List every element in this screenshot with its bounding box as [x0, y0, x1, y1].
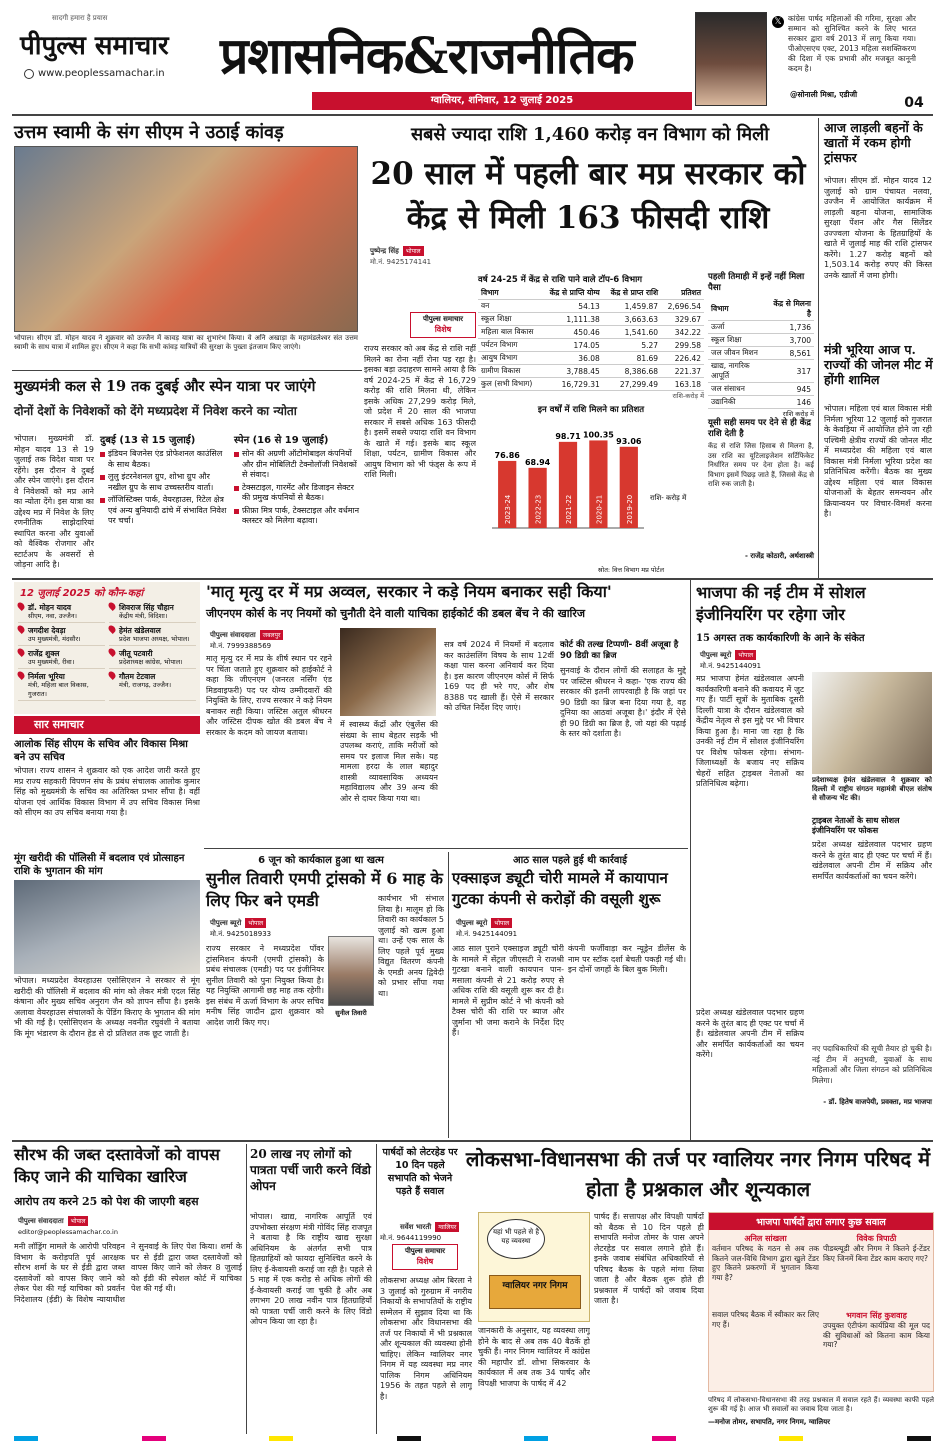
location-pin-icon	[16, 647, 26, 657]
where-person	[18, 625, 105, 646]
newspaper-name[interactable]: पीपुल्स समाचार	[20, 31, 169, 61]
top6-cell: 342.22	[661, 326, 704, 339]
where-person	[109, 625, 196, 646]
top6-header: केंद्र से प्राप्त राशि	[603, 287, 661, 300]
q4-text: उपयुक्त एंटीफंग कार्यप्रिया की मूल पद की सुविधाओं को कितना काम किया गया?	[823, 1321, 930, 1349]
side-cell: 8,561	[768, 347, 815, 360]
matru-box-title: कोर्ट की तल्ख टिप्पणी- 8वीं अजूबा है 90 डिग्री का ब्रिज	[560, 640, 679, 661]
q1-text: वर्तमान परिषद के गठन से अब तक कितने जल-विधि विभाग द्वारा खुले टेंडर हुए कितने प्रकरणों में भुगतान किया गया है?	[712, 1244, 819, 1282]
bjp-quote-text: नए पदाधिकारियों की सूची तैयार हो चुकी है। नई टीम में अनुभवी, युवाओं के साथ महिलाओं और जिला संगठन को प्रतिनिधित्व मिलेगा।	[812, 1044, 932, 1085]
side-cell: 945	[768, 383, 815, 396]
top6-row	[478, 313, 704, 326]
chart-category-label: 2021-22	[565, 494, 573, 524]
where-person	[109, 671, 196, 701]
masthead-rule	[12, 114, 933, 116]
byline-city: भोपाल	[403, 246, 424, 256]
dubai-title: दुबई (13 से 15 जुलाई)	[100, 435, 196, 446]
person-place: प्रदेश भाजपा अध्यक्ष, भोपाल।	[119, 635, 190, 643]
top6-header: केंद्र से प्राप्ति योग्य	[542, 287, 603, 300]
bjp-text: मप्र भाजपा हेमंत खंडेलवाल अपनी कार्यकारिणी बनाने की कवायद में जुट गए हैं। पार्टी सूत्रों के मुताबिक दूसरी दिल्ली यात्रा के दौरान खंडेलवाल को केंद्रीय नेतृत्व से इस मुद्दे पर भी विचार किया हुआ है। माना जा रहा है कि उनकी नई टीम में सोशल इंजीनियरिंग पर विशेष फोकस रहेगा। संभाग-जिलाध्यक्षों के बजाय नए सक्रिय चेहरों सहित ट्राइबल नेताओं का प्रतिनिधित्व बढ़ेगा।	[696, 674, 804, 788]
quote-author: @सोनाली मिश्रा, एडीजी	[790, 90, 858, 99]
spain-title: स्पेन (16 से 19 जुलाई)	[234, 435, 329, 446]
location-pin-icon	[16, 670, 26, 680]
lead-mobile: मो.नं. 9425174141	[370, 258, 432, 266]
matru-subhead: जीएनएम कोर्स के नए नियमों को चुनौती देने वाली याचिका हाईकोर्ट की डबल बेंच ने की खारिज	[206, 607, 586, 620]
bhuria-text: भोपाल। महिला एवं बाल विकास मंत्री निर्मला भूरिया 12 जुलाई को गुजरात के केवड़िया में आयोजित होने जा रही पश्चिमी क्षेत्रीय राज्यों की जोनल मीट में मध्यप्रदेश की महिला एवं बाल विकास मंत्री निर्मला भूरिया प्रदेश का प्रतिनिधित्व करेंगी। बैठक का मुख्य उद्देश्य महिला एवं बाल विकास योजनाओं के बेहतर समन्वयन और क्रियान्वयन पर विचार-विमर्श करना है।	[824, 404, 932, 518]
chart-category-label: 2022-23	[534, 494, 543, 524]
bjp-byline-name: पीपुल्स ब्यूरो	[700, 650, 732, 659]
bhuria-headline: मंत्री भूरिया आज प. राज्यों की जोनल मीट में होंगी शामिल	[824, 342, 933, 387]
lead-kicker: सबसे ज्यादा राशि 1,460 करोड़ वन विभाग को मिली	[410, 124, 770, 145]
bjp-text-more: प्रदेश अध्यक्ष खंडेलवाल पदभार ग्रहण करने के तुरंत बाद ही एक्ट पर चर्चा में हैं। खंडेलवाल अपनी टीम में सक्रिय और समर्पित कार्यकर्ताओं का चयन करेंगे।	[696, 1008, 804, 1059]
top6-cell: ग्रामीण विकास	[478, 365, 542, 378]
lokpal-text: लोकसभा अध्यक्ष ओम बिरला ने 3 जुलाई को गुरुग्राम में नगरीय निकायों के सभापतियों के राष्ट्रीय सम्मेलन में सुझाव दिया था कि लोकसभा और विधानसभा की तर्ज पर निकायों में भी प्रश्नकाल और शून्यकाल की व्यवस्था होनी चाहिए। लेकिन ग्वालियर नगर निगम में यह व्यवस्था मप्र नगर पालिक निगम अधिनियम 1956 के तहत पहले से लागू है।	[380, 1276, 472, 1401]
lokpal-mobile: मो.नं. 9644119990	[380, 1234, 442, 1242]
bjp-byline	[700, 650, 756, 660]
where-person	[109, 602, 196, 623]
lokpal-brand-box	[392, 1244, 458, 1270]
tiwari-kicker: 6 जून को कार्यकाल हुआ था खत्म	[258, 855, 384, 866]
site-url-text: www.peoplessamachar.in	[38, 68, 165, 79]
tiwari-headline: सुनील तिवारी एमपी ट्रांसको में 6 माह के लिए फिर बने एमडी	[206, 869, 443, 910]
side-cell: जल जीवन मिशन	[708, 347, 768, 360]
top6-cell: 2,696.54	[661, 300, 704, 313]
matru-t3: सत्र वर्ष 2024 में नियमों में बदलाव कर काउंसलिंग विषय के साथ 12वीं कक्षा पास करना अनिवार्य कर दिया है। इस कारण जीएनएम कोर्स में सिर्फ 169 पद ही भरे गए, और शेष 8388 पद खाली हैं। ऐसे में सरकार को उचित निर्देश दिए जाएं।	[444, 640, 554, 712]
top6-cell: महिला बाल विकास	[478, 326, 542, 339]
q2-text: पीडब्ल्यूडी और निगम ने कितने ई-टेंडर किए जिनमें बिना टेंडर काम कराए गए?	[823, 1244, 930, 1263]
top6-row	[478, 352, 704, 365]
top6-cell: 3,663.63	[603, 313, 661, 326]
top6-cell: 27,299.49	[603, 378, 661, 391]
tiwari-byline-city: भोपाल	[245, 918, 266, 928]
chart-value-label: 98.71	[555, 431, 581, 441]
where-person	[18, 602, 105, 623]
tiwari-text: राज्य सरकार ने मध्यप्रदेश पॉवर ट्रांसमिशन कंपनी (एमपी ट्रांसको) के प्रबंध संचालक (एमडी) पद पर इंजीनियर सुनील तिवारी को पुनः नियुक्त किया है। यह नियुक्ति आगामी छह माह तक रहेगी। इस संबंध में ऊर्जा विभाग के अपर सचिव मनीष सिंह जादौन द्वारा शुक्रवार को आदेश जारी किए गए।	[206, 944, 324, 1027]
side-cell: 1,736	[768, 321, 815, 334]
dateline-bar	[312, 92, 692, 110]
dastavez-headline: सौरभ की जब्त दस्तावेजों को वापस किए जाने की याचिका खारिज	[14, 1145, 220, 1186]
side-cell: 3,700	[768, 334, 815, 347]
uc-text: केंद्र से राशि जिस हिसाब से मिलना है, उस राशि का यूटिलाइजेशन सर्टिफिकेट निर्धारित समय पर देना होता है। कई विभाग इसमें पिछड़ जाते हैं, जिससे केंद्र से राशि रुक जाती है।	[708, 442, 814, 488]
kavad-photo	[14, 146, 358, 332]
top6-cell: 174.05	[542, 339, 603, 352]
person-name: राजेंद्र शुक्ल	[28, 649, 60, 658]
gavel-photo	[340, 628, 436, 716]
list-item: टेक्सटाइल, गारमेंट और डिजाइन सेक्टर की प्रमुख कंपनियों से बैठक।	[234, 483, 362, 504]
tiwari-text2: कार्यभार भी संभाल लिया है। मालूम हो कि तिवारी का कार्यकाल 5 जुलाई को खत्म हुआ था। उन्हें एक साल के लिए पहले पूर्व मुख्य विद्युत वितरण कंपनी के एमडी अनय द्विवेदी को प्रभार सौंपा गया था।	[378, 894, 444, 998]
q2-name: विवेक त्रिपाठी	[856, 1234, 897, 1243]
side-row	[708, 383, 814, 396]
dubai-subhead: दोनों देशों के निवेशकों को देंगे मध्यप्रदेश में निवेश करने का न्योता	[14, 404, 297, 418]
matru-headline: 'मातृ मृत्यु दर में मप्र अव्वल, सरकार ने कड़े नियम बनाकर सही किया'	[206, 582, 612, 601]
matru-byline-city: जबलपुर	[260, 630, 284, 640]
top6-cell: 8,386.68	[603, 365, 661, 378]
row1-rule	[12, 370, 362, 371]
ladli-text: भोपाल। सीएम डॉ. मोहन यादव 12 जुलाई को ग्राम पंचायत नलवा, उज्जैन में आयोजित कार्यक्रम में लाड़ली बहना योजना, सामाजिक सुरक्षा पेंशन और गैस सिलेंडर उज्ज्वला योजना के हितग्राहियों के खाते में जुलाई माह की राशि ट्रांसफर करेंगे। 1.27 करोड़ बहनों को 1,503.14 करोड़ रुपए की किस्त उनके खातों में जमा होगी।	[824, 176, 932, 280]
bjp-photo	[812, 672, 932, 774]
top6-cell: आयुष विभाग	[478, 352, 542, 365]
side-table	[708, 298, 814, 409]
saar-photo	[14, 880, 200, 974]
side-title: पहली तिमाही में इन्हें नहीं मिला पैसा	[708, 272, 805, 293]
lead-brand: पीपुल्स समाचार	[422, 315, 464, 323]
top6-header: विभाग	[478, 287, 542, 300]
person-place: उप मुख्यमंत्री, मंदसौर।	[28, 635, 81, 643]
dubai-list	[100, 449, 230, 527]
tiwari-byline	[210, 918, 266, 928]
dateline: ग्वालियर, शनिवार, 12 जुलाई 2025	[430, 95, 574, 106]
bjp-rule	[690, 580, 691, 1140]
top6-cell: कुल (सभी विभाग)	[478, 378, 542, 391]
top6-cell: 54.13	[542, 300, 603, 313]
top6-cell: वन	[478, 300, 542, 313]
chart-source: स्रोत: वित्त विभाग मप्र पोर्टल	[598, 566, 664, 574]
list-item: इंडियन बिजनेस एंड प्रोफेशनल काउंसिल के साथ बैठक।	[100, 449, 230, 470]
side-cell: 146	[768, 396, 815, 409]
ladli-headline: आज लाड़ली बहनों के खातों में रकम होगी ट्रांसफर	[824, 120, 923, 165]
top6-cell: 5.27	[603, 339, 661, 352]
top6-table	[478, 287, 704, 391]
location-pin-icon	[16, 624, 26, 634]
lokpal-cartoon	[478, 1212, 590, 1322]
person-place: मंत्री, महिला बाल विकास, गुजरात।	[28, 681, 89, 698]
matru-box-text: सुनवाई के दौरान लोगों की सलाहत के मुद्दे पर जस्टिस श्रीधरन ने कहा- 'एक राज्य की सरकार की इतनी लापरवाही है कि जहां पर 90 डिग्री का ब्रिज बना दिया गया है, वह दुनिया का आठवां अजूबा है।' इंदौर में ऐसे ही 90 डिग्री का ब्रिज है, जो यहां की पढ़ाई के स्तर को दर्शाता है।	[560, 666, 686, 738]
top6-cell: 221.37	[661, 365, 704, 378]
top6-cell: 163.18	[661, 378, 704, 391]
side-cell: 317	[768, 360, 815, 383]
lokpal-brand: पीपुल्स समाचार	[404, 1247, 446, 1255]
side-table-box	[708, 272, 814, 418]
side-cell: खाद्य, नागरिक आपूर्ति	[708, 360, 768, 383]
dastavez-subhead: आरोप तय करने 25 को पेश की जाएगी बहस	[14, 1195, 199, 1208]
top6-row	[478, 339, 704, 352]
excise-text: आठ साल पुराने एक्साइज ड्यूटी चोरी के मामले में सेंट्रल जीएसटी ने राजश्री गुटखा बनाने वाली कायपान पान-मसाला कंपनी से 21 करोड़ रुपए से अधिक राशि की वसूली शुरू कर दी है। मामले में सुप्रीम कोर्ट ने भी कंपनी को टैक्स चोरी की राशि पर ब्याज और जुर्माना भी जमा कराने के निर्देश दिए हैं।	[452, 944, 564, 1037]
dubai-headline: मुख्यमंत्री कल से 19 तक दुबई और स्पेन यात्रा पर जाएंगे	[14, 378, 316, 395]
person-name: शिवराज सिंह चौहान	[119, 603, 174, 612]
lokpal-footer-by: —मनोज तोमर, सभापति, नगर निगम, ग्वालियर	[708, 1418, 831, 1426]
tiwari-photo	[328, 936, 374, 1006]
location-pin-icon	[107, 670, 117, 680]
person-name: निर्मला भूरिया	[28, 672, 65, 681]
matru-byline-name: पीपुल्स संवाददाता	[210, 630, 256, 639]
top6-row	[478, 365, 704, 378]
excise-mobile: मो.नं. 9425144091	[456, 930, 518, 938]
matru-t2: में स्वास्थ्य केंद्रों और एंबुलेंस की संख्या के साथ बेहतर सड़कें भी उपलब्ध कराएं, ताकि मरीजों को समय पर इलाज मिल सके। यह मामला हरदा के लाल बहादुर शास्त्री व्यावसायिक अध्ययन महाविद्यालय और 39 अन्य की ओर से दायर किया गया था।	[340, 720, 438, 803]
side-row	[708, 321, 814, 334]
uc-box	[708, 418, 814, 561]
top6-cell: पर्यटन विभाग	[478, 339, 542, 352]
spain-box	[234, 432, 362, 529]
dastavez-text: मनी लॉड्रिंग मामले के आरोपी परिवहन विभाग के करोड़पति पूर्व आरक्षक सौरभ शर्मा के घर से ईडी द्वारा जब्त दस्तावेजों को वापस किए जाने को लेकर पेश की गई याचिका को प्रवर्तन निदेशालय (ईडी) के विशेष न्यायाधीश ने सुनवाई के लिए पेश किया। शर्मा के घर से ईडी द्वारा जब्त दस्तावेजों को वापस किए जाने को लेकर 8 जुलाई को ईडी की स्पेशल कोर्ट में याचिका पेश की गई थी।	[14, 1242, 242, 1304]
excise-headline: एक्साइज ड्यूटी चोरी मामले में कायापान गुटका कंपनी से करोड़ों की वसूली शुरू	[452, 869, 668, 908]
top6-header: प्रतिशत	[661, 287, 704, 300]
chart-category-label: 2020-21	[595, 494, 604, 524]
chart-title: इन वर्षों में राशि मिलने का प्रतिशत	[537, 405, 645, 415]
lokpal-special: विशेष	[416, 1257, 434, 1266]
bjp-sub1: ट्राइबल नेताओं के साथ सोशल इंजीनियरिंग पर फोकस	[812, 816, 900, 835]
top6-cell: 81.69	[603, 352, 661, 365]
person-place: प्रदेशाध्यक्ष कांग्रेस, भोपाल।	[119, 658, 183, 666]
saar-h2: मूंग खरीदी की पॉलिसी में बदलाव एवं प्रोत्साहन राशि के भुगतान की मांग	[14, 853, 185, 877]
person-name: जगदीश देवड़ा	[28, 626, 66, 635]
dastavez-email: editor@peoplessamachar.co.in	[18, 1228, 118, 1236]
person-name: गौतम टेटवाल	[119, 672, 156, 681]
dastavez-byline-name: पीपुल्स संवाददाता	[18, 1216, 64, 1225]
excise-text2-col: कंपनी फर्जीवाड़ा कर न्यूड्रेन डीलेंस के नाम पर स्टॉक दर्शा बेचती पकड़ी गई थी। इन दोनों जगहों के बिल बुक मिली।	[568, 944, 686, 974]
nigam-sign	[489, 1275, 581, 1309]
top6-cell: 1,459.87	[603, 300, 661, 313]
top6-cell: 226.42	[661, 352, 704, 365]
location-pin-icon	[107, 601, 117, 611]
person-place: मंत्री, राजगढ़, उज्जैन।	[119, 681, 172, 689]
dastavez-byline	[18, 1216, 88, 1226]
lokpal-byline-city: ग्वालियर	[435, 1222, 459, 1232]
spain-list	[234, 449, 362, 527]
bjp-subhead: 15 अगस्त तक कार्यकारिणी के आने के संकेत	[696, 633, 865, 644]
x-icon: 𝕏	[772, 16, 784, 28]
where-box	[14, 582, 200, 714]
q4-name: भगवान सिंह कुशवाह	[846, 1311, 907, 1320]
lokpal-kicker: पार्षदों को लेटरहेड पर 10 दिन पहले सभापति को भेजने पड़ते हैं सवाल	[382, 1147, 458, 1197]
page-number: 04	[904, 95, 924, 111]
where-person	[18, 671, 105, 701]
top6-cell: 329.67	[661, 313, 704, 326]
chart-category-label: 2023-24	[504, 494, 513, 524]
side-row	[708, 347, 814, 360]
top6-cell: 1,541.60	[603, 326, 661, 339]
chart-value-label: 100.35	[582, 430, 614, 440]
where-person	[18, 648, 105, 669]
top6-cell: 299.58	[661, 339, 704, 352]
side-cell: उद्यानिकी	[708, 396, 768, 409]
side-unit: राशि करोड़ में	[782, 410, 814, 418]
row3-rule	[204, 848, 688, 849]
chart-value-label: 76.86	[494, 450, 520, 460]
top6-cell: स्कूल शिक्षा	[478, 313, 542, 326]
sign-text: ग्वालियर नगर निगम	[502, 1281, 568, 1291]
bjp-quote	[812, 1044, 932, 1107]
saar-t1: भोपाल। राज्य शासन ने शुक्रवार को एक आदेश जारी करते हुए मप्र राज्य सहकारी विपणन संघ के प्रबंध संचालक आलोक कुमार सिंह को मुख्यमंत्री के सचिव का अतिरिक्त प्रभार सौंपा है। वहीं योजना एवं आर्थिक विकास विभाग में उप सचिव विकास मिश्रा को सीएम का उप सचिव बनाया गया है।	[14, 766, 200, 817]
list-item: लॉजिस्टिक्स पार्क, वेयरहाउस, रिटेल क्षेत्र एवं अन्य बुनियादी ढांचे में संभावित निवेश पर चर्चा।	[100, 495, 230, 527]
lokpal-byline-name: सर्वेश भारती	[400, 1222, 432, 1231]
side-row	[708, 396, 814, 409]
top6-row	[478, 378, 704, 391]
where-person	[109, 648, 196, 669]
chart-value-label: 93.06	[616, 436, 642, 446]
excise-byline-name: पीपुल्स ब्यूरो	[456, 918, 488, 927]
bjp-quote-by: - डॉ. हितेष वाजपेयी, प्रवक्ता, मप्र भाजपा	[823, 1098, 932, 1106]
uc-title: यूसी सही समय पर देने से ही केंद्र राशि देती है	[708, 418, 811, 439]
excise-rule	[448, 852, 449, 1138]
kavad-headline: उत्तम स्वामी के संग सीएम ने उठाई कांवड़	[14, 122, 284, 143]
person-name: जीतू पटवारी	[119, 649, 153, 658]
section-title: प्रशासनिक&राजनीतिक	[220, 26, 634, 85]
bjp-photo-caption: प्रदेशाध्यक्ष हेमंत खंडेलवाल ने शुक्रवार को दिल्ली में राष्ट्रीय संगठन महामंत्री बीएल संतोष से सौजन्य भेंट की।	[812, 776, 932, 802]
where-title: 12 जुलाई 2025 को कौन-कहां	[20, 588, 144, 599]
location-pin-icon	[107, 647, 117, 657]
saar-h1: आलोक सिंह सीएम के सचिव और विकास मिश्रा बने उप सचिव	[14, 739, 188, 763]
person-name: डॉ. मोहन यादव	[28, 603, 72, 612]
lokpal-qbox-title: भाजपा पार्षदों द्वारा लगाए कुछ सवाल	[709, 1213, 933, 1230]
lokpal-qbox	[708, 1212, 934, 1392]
print-color-marks	[14, 1436, 931, 1441]
matru-mobile: मो.नं. 7999388569	[210, 642, 272, 650]
excise-byline-city: भोपाल	[491, 918, 512, 928]
q1-name: अनिल सांखला	[744, 1234, 787, 1243]
person-place: सीएम, नवा, उज्जैन।	[28, 612, 77, 620]
lead-brand-box	[410, 312, 476, 338]
bjp-byline-city: भोपाल	[735, 650, 756, 660]
top6-table-box	[478, 274, 704, 400]
uc-by: - राजेंद्र कोठारी, अर्थशास्त्री	[744, 552, 814, 560]
lokpal-byline	[400, 1222, 459, 1232]
list-item: लुलु इंटरनेशनल ग्रुप, शोभा ग्रुप और नखील ग्रुप के साथ उच्चस्तरीय वार्ता।	[100, 472, 230, 493]
where-grid	[14, 602, 200, 701]
dastavez-byline-city: भोपाल	[68, 1216, 89, 1226]
lokpal-text2: जानकारी के अनुसार, यह व्यवस्था लागू होने के बाद से अब तक 40 बैठकें हो चुकी हैं। नगर निगम ग्वालियर में कांग्रेस की महापौर डॉ. शोभा सिकरवार के कार्यकाल में अब तक 34 पार्षद और विपक्षी भाजपा के पार्षद में 42	[478, 1326, 590, 1388]
lokpal-text3: पार्षद हैं। सत्तापक्ष और विपक्षी पार्षदों को बैठक से 10 दिन पहले ही सभापति मनोज तोमर के पास अपने लेटरहेड पर सवाल लगाने होते हैं। इनके जवाब संबंधित अधिकारियों से परिषद बैठक के पहले मांगा लिया जाता है और बैठक शुरू होते ही प्रश्नकाल में पार्षदों को जवाब दिया जाता है।	[594, 1212, 704, 1305]
person-name: हेमंत खंडेलवाल	[119, 626, 161, 635]
side-row	[708, 334, 814, 347]
vindo-rule	[246, 1144, 247, 1434]
chart-value-label: 68.94	[524, 457, 551, 467]
bjp-mobile: मो.नं. 9425144091	[700, 662, 762, 670]
top6-cell: 16,729.31	[542, 378, 603, 391]
masthead-quote: कांग्रेस पार्षद महिलाओं की गरिमा, सुरक्षा और सम्मान को सुनिश्चित करने के लिए भारत सरकार द्वारा वर्ष 2013 में लागू किया गया। पीओएसएच एक्ट, 2013 महिला सशक्तिकरण की दिशा में एक प्रभावी और मजबूत कानूनी कदम है।	[788, 14, 916, 73]
saar-t2: भोपाल। मध्यप्रदेश वेयरहाउस एसोसिएशन ने सरकार से मूंग खरीदी की पॉलिसी में बदलाव की मांग को लेकर मंत्री एदल सिंह कंषाना और मुख्य सचिव अनुराग जैन को ज्ञापन सौंपा है। इसके अलावा वेयरहाउस संचालकों के पेंडिंग किराए के भुगतान की मांग भी की गई है। एसोसिएशन के अध्यक्ष नवनीत रघुवंशी ने बताया कि मूंग भंडारण के दौरान हेड से दो प्रतिशत तक छूट जाती है।	[14, 976, 200, 1038]
tiwari-photo-label: सुनील तिवारी	[335, 1009, 367, 1017]
lead-byline	[370, 246, 424, 256]
globe-icon	[24, 69, 34, 79]
top6-cell: 450.46	[542, 326, 603, 339]
speech-bubble	[487, 1219, 545, 1259]
bubble-text: यहां भी पहले से है यह व्यवस्था	[492, 1228, 540, 1245]
matru-t1: मातृ मृत्यु दर में मप्र के शीर्ष स्थान पर रहने पर चिंता जताते हुए शुक्रवार को हाईकोर्ट ने कहा कि जीएनएम (जनरल नर्सिंग एंड मिडवाइफरी) पद पर योग्य उम्मीदवारों की नियुक्ति के लिए, राज्य सरकार ने कड़े नियम बनाकर सही किया। जस्टिस अतुल श्रीधरन और जस्टिस दीपक खोत की डबल बेंच ने सरकार के कदम को जायज बताया।	[206, 654, 332, 737]
side-header: विभाग	[708, 298, 768, 321]
tiwari-byline-name: पीपुल्स ब्यूरो	[210, 918, 242, 927]
side-cell: जल संसाधन	[708, 383, 768, 396]
dubai-box	[100, 432, 230, 529]
lokpal-footer-text: परिषद में लोकसभा-विधानसभा की तरह प्रश्नकाल में सवाल रहते हैं। व्यवस्था काफी पहले शुरू की गई है। आज भी सवालों का जवाब दिया जाता है।	[708, 1396, 934, 1413]
masthead	[12, 8, 932, 113]
saar-title: सार समाचार	[34, 718, 84, 731]
top6-title: वर्ष 24-25 में केंद्र से राशि पाने वाले टॉप-6 विभाग	[478, 275, 643, 285]
q3-text: सवाल परिषद बैठक में स्वीकार कर लिए गए हैं।	[712, 1310, 819, 1329]
row4-rule	[12, 1140, 933, 1142]
tagline: सादगी हमारा है प्रयास	[52, 14, 108, 22]
lokpal-headline: लोकसभा-विधानसभा की तर्ज पर ग्वालियर नगर निगम परिषद में होता है प्रश्नकाल और शून्यकाल	[465, 1147, 931, 1201]
person-place: उप मुख्यमंत्री, रीवा।	[28, 658, 75, 666]
person-place: केंद्रीय मंत्री, विदिशा।	[119, 612, 168, 620]
matru-box	[560, 640, 686, 846]
chart-category-label: 2019-20	[625, 494, 634, 524]
list-item: फ़ीफ़ा मित्र पार्क, टेक्सटाइल और वर्धमान क्लस्टर को मिलेगा बढ़ावा।	[234, 506, 362, 527]
top6-row	[478, 300, 704, 313]
vindo-headline: 20 लाख नए लोगों को पात्रता पर्ची जारी करने विंडो ओपन	[250, 1147, 371, 1193]
location-pin-icon	[107, 624, 117, 634]
matru-byline	[210, 630, 283, 640]
side-cell: स्कूल शिक्षा	[708, 334, 768, 347]
lead-special: विशेष	[434, 325, 452, 334]
bjp-headline: भाजपा की नई टीम में सोशल इंजीनियरिंग पर रहेगा जोर	[696, 583, 866, 624]
side-header: केंद्र से मिलना है	[768, 298, 815, 321]
byline-name: पुष्पेन्द्र सिंह	[370, 246, 399, 255]
chart-ylabel: राशि- करोड़ में	[650, 494, 687, 502]
quote-photo	[695, 12, 767, 106]
saar-title-bar	[14, 716, 200, 734]
dubai-text: भोपाल। मुख्यमंत्री डॉ. मोहन यादव 13 से 19 जुलाई तक विदेश यात्रा पर रहेंगे। इस दौरान वे दुबई और स्पेन जाएंगे। इस दौरान वे निवेशकों को मप्र आने का न्योता देंगे। इस यात्रा का उद्देश्य मप्र में निवेश के लिए रणनीतिक साझेदारियां स्थापित करना और युवाओं को वैश्विक रोजगार और स्टार्टअप के अवसरों से जोड़ना आदि है।	[14, 434, 94, 569]
tiwari-mobile: मो.नं. 9425018933	[210, 930, 272, 938]
right-col-rule	[818, 118, 819, 578]
chart-svg	[478, 418, 704, 568]
vindo-text: भोपाल। खाद्य, नागरिक आपूर्ति एवं उपभोक्ता संरक्षण मंत्री गोविंद सिंह राजपूत ने बताया है कि राष्ट्रीय खाद्य सुरक्षा अधिनियम के अंतर्गत सभी पात्र हितग्राहियों को फायदा सुनिश्चित करने के लिए ई-केवायसी कराई जा रही है। पहले से 5 माह में एक करोड़ से अधिक लोगों की ई-केवायसी कराई जा चुकी है और अब लगभग 20 लाख नवीन पात्र हितग्राहियों को पात्रता पर्ची जारी करने के लिए विंडो ओपन किया जा रहा है।	[250, 1212, 372, 1326]
top6-cell: 3,788.45	[542, 365, 603, 378]
percent-chart	[478, 404, 704, 574]
top6-row	[478, 326, 704, 339]
site-url[interactable]	[24, 68, 165, 79]
kavad-caption: भोपाल। सीएम डॉ. मोहन यादव ने शुक्रवार को उज्जैन में कावड़ यात्रा का शुभारंभ किया। वे अनि अखाड़ा के महामंडलेश्वर संत उत्तम स्वामी के साथ यात्रा में शामिल हुए। सीएम ने कहा कि सभी कांवड़ यात्रियों की सुरक्षा के पुख्ता इंतजाम किए जाएंगे।	[14, 334, 358, 351]
lokpal-footer	[708, 1396, 934, 1427]
lead-col1-text: राज्य सरकार को अब केंद्र से राशि नहीं मिलने का रोना नहीं रोना पड़ रहा है। इसका बड़ा उदाहरण सामने आया है कि वर्ष 2024-25 में केंद्र से 16,729 करोड़ की राशि मिलना थी, लेकिन इसके अधिक 27,299 करोड़ मिले, जो प्रदेश में 20 साल की भाजपा सरकार में सबसे अधिक 163 फीसदी है। इसमें सबसे ज्यादा राशि वन विभाग के खाते में गई। इसके बाद स्कूल शिक्षा, पर्यटन, ग्रामीण विकास और आयुष विभाग को भी फंड्स के रूप में राशि मिली।	[364, 344, 476, 479]
excise-kicker: आठ साल पहले हुई थी कार्रवाई	[513, 855, 627, 866]
list-item: सोन की अग्रणी ऑटोमोबाइल कंपनियों और ग्रीन मोबिलिटी टेक्नोलॉजी निवेशकों से संवाद।	[234, 449, 362, 481]
excise-byline	[456, 918, 512, 928]
side-cell: ऊर्जा	[708, 321, 768, 334]
top6-cell: 1,111.38	[542, 313, 603, 326]
top6-unit: राशि-करोड़ में	[672, 392, 704, 400]
bjp-text2: प्रदेश अध्यक्ष खंडेलवाल पदभार ग्रहण करने के तुरंत बाद ही एक्ट पर चर्चा में हैं। खंडेलवाल अपनी टीम में सक्रिय और समर्पित कार्यकर्ताओं का चयन करेंगे।	[812, 840, 932, 881]
location-pin-icon	[16, 601, 26, 611]
side-row	[708, 360, 814, 383]
lokpal-rule	[376, 1144, 377, 1434]
lead-headline: 20 साल में पहली बार मप्र सरकार को केंद्र से मिली 163 फीसदी राशि	[370, 156, 806, 236]
top6-cell: 36.08	[542, 352, 603, 365]
